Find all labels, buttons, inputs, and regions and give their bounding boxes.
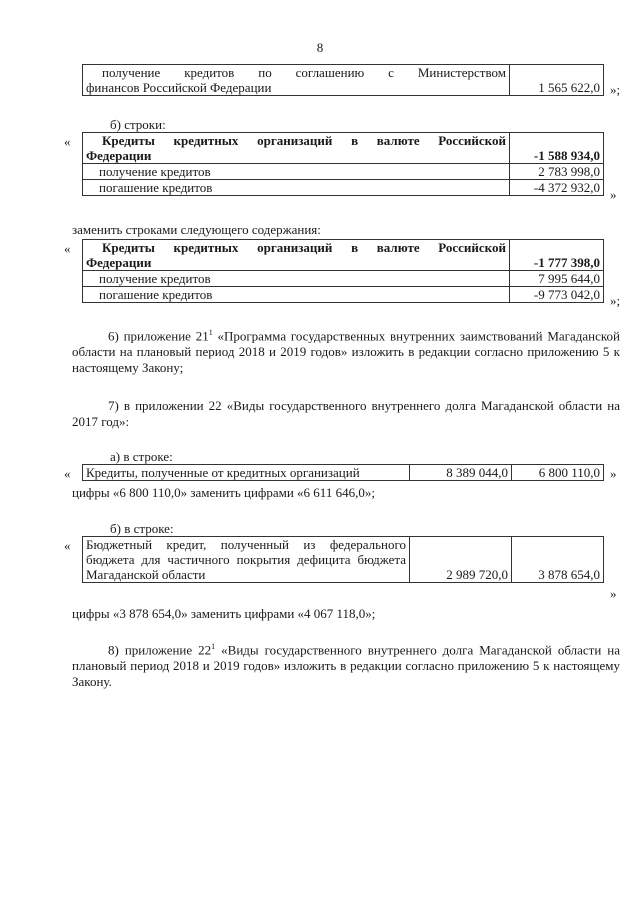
value-cell: 6 800 110,0	[512, 465, 604, 481]
value-cell: 2 989 720,0	[410, 537, 512, 583]
table-cell: Кредиты, полученные от кредитных организаций	[83, 465, 410, 481]
table-row	[83, 240, 604, 271]
row-text-line: Федерации	[86, 255, 152, 270]
row-text-line: Кредиты кредитных организаций в валюте Российской	[102, 133, 506, 148]
opening-quote: «	[64, 134, 71, 149]
table-row	[83, 287, 604, 303]
value-cell: -4 372 932,0	[510, 180, 604, 196]
paragraph-6	[72, 325, 620, 376]
table-cell	[83, 65, 510, 96]
paragraph-8	[72, 639, 620, 690]
replacement-text: цифры «6 800 110,0» заменить цифрами «6 611 646,0»;	[72, 485, 375, 500]
superscript: 1	[208, 328, 213, 337]
para-text: «Виды государственного внутреннего долга Магаданской области на плановый период 2018 и 2019 годов» изложить в редакции согласно приложению 5 к настоящему Закону.	[72, 642, 621, 690]
table-cell	[83, 133, 510, 164]
table-block5	[82, 536, 604, 583]
table-row	[83, 65, 604, 96]
closing-quote: »;	[610, 293, 621, 308]
table-block3	[82, 239, 604, 303]
para-prefix: 8) приложение 22	[108, 642, 212, 658]
paragraph-7: 7) в приложении 22 «Виды государственного внутреннего долга Магаданской области на 2017 год»:	[72, 398, 620, 429]
row-text-line: финансов Российской Федерации	[86, 80, 272, 95]
closing-quote: »;	[610, 82, 621, 97]
value-cell: -1 777 398,0	[510, 240, 604, 271]
table-row	[83, 180, 604, 196]
row-text-line: Федерации	[86, 148, 152, 163]
value-cell: 1 565 622,0	[510, 65, 604, 96]
table-cell: погашение кредитов	[83, 287, 510, 303]
para-text: «Программа государственных внутренних заимствований Магаданской области на плановый период 2018 и 2019 годов» изложить в редакции согласно приложению 5 к настоящему Закону;	[72, 328, 621, 376]
table-block2	[82, 132, 604, 196]
table-row	[83, 465, 604, 481]
section-label: а) в строке:	[110, 449, 173, 464]
table-cell: получение кредитов	[83, 164, 510, 180]
row-text-line: Кредиты кредитных организаций в валюте Российской	[102, 240, 506, 255]
table-block4	[82, 464, 604, 481]
value-cell: -1 588 934,0	[510, 133, 604, 164]
table-block1	[82, 64, 604, 96]
section-label: б) строки:	[110, 117, 166, 132]
table-cell	[83, 240, 510, 271]
closing-quote: »	[610, 187, 617, 202]
para-prefix: 6) приложение 21	[108, 328, 209, 344]
section-label: б) в строке:	[110, 521, 174, 536]
table-row	[83, 133, 604, 164]
table-row	[83, 271, 604, 287]
row-text-line: получение кредитов по соглашению с Министерством	[102, 65, 506, 80]
value-cell: 2 783 998,0	[510, 164, 604, 180]
value-cell: 7 995 644,0	[510, 271, 604, 287]
section-label: заменить строками следующего содержания:	[72, 222, 321, 237]
value-cell: 8 389 044,0	[410, 465, 512, 481]
value-cell: -9 773 042,0	[510, 287, 604, 303]
closing-quote: »	[610, 466, 617, 481]
table-row	[83, 537, 604, 583]
superscript: 1	[211, 642, 216, 651]
table-cell: получение кредитов	[83, 271, 510, 287]
table-cell: погашение кредитов	[83, 180, 510, 196]
table-cell: Бюджетный кредит, полученный из федерального бюджета для частичного покрытия дефицита бюджета Магаданской области	[83, 537, 410, 583]
table-row	[83, 164, 604, 180]
opening-quote: «	[64, 538, 71, 553]
page-number: 8	[316, 40, 324, 55]
closing-quote: »	[610, 586, 617, 601]
opening-quote: «	[64, 466, 71, 481]
replacement-text: цифры «3 878 654,0» заменить цифрами «4 067 118,0»;	[72, 606, 376, 621]
value-cell: 3 878 654,0	[512, 537, 604, 583]
opening-quote: «	[64, 241, 71, 256]
